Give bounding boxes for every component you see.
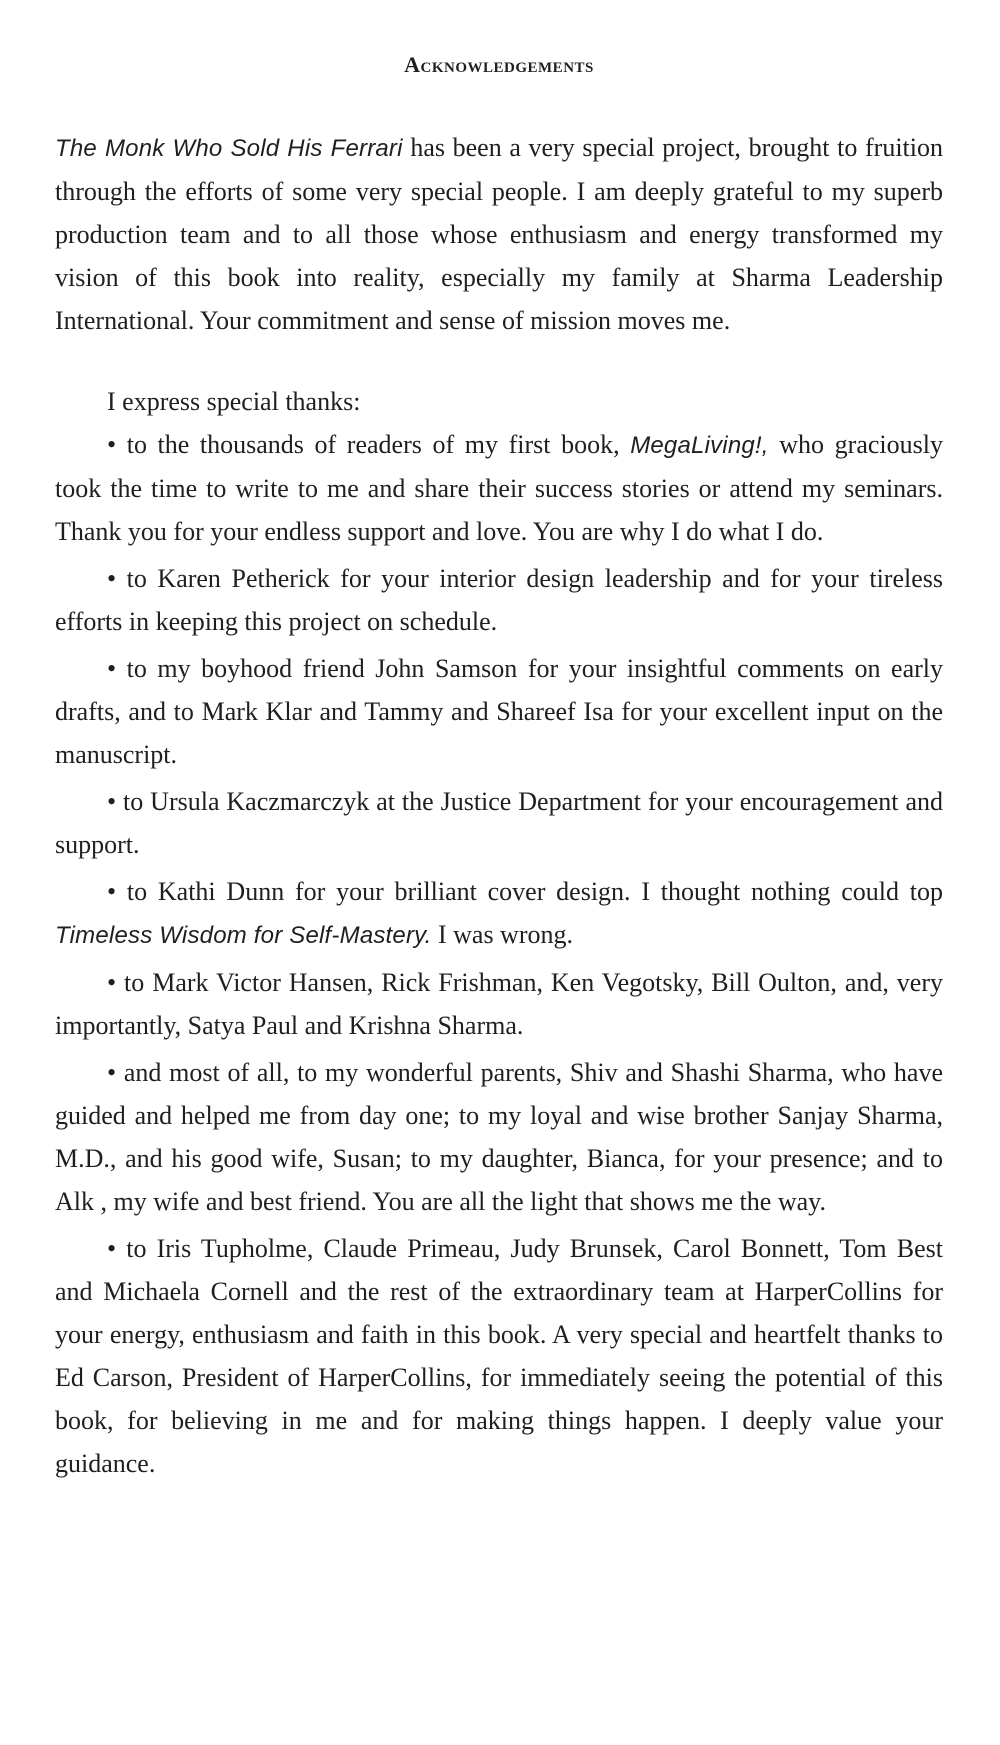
book-title-timeless-wisdom: Timeless Wisdom for Self-Mastery. (55, 922, 432, 949)
thanks-item (55, 870, 943, 957)
thanks-item-text: I was wrong. (431, 920, 573, 949)
thanks-item: • to Mark Victor Hansen, Rick Frishman, Ken Vegotsky, Bill Oulton, and, very importantly, Satya Paul and Krishna Sharma. (55, 968, 943, 1040)
thanks-item (55, 423, 943, 553)
book-title-megaliving: MegaLiving!, (630, 432, 769, 459)
thanks-item-text: who graciously took the time to write to me and share their success stories or attend my seminars. Thank you for your endless support and love. You are why I do what I do. (55, 430, 943, 546)
thanks-item: • to Ursula Kaczmarczyk at the Justice Department for your encouragement and support. (55, 787, 943, 859)
thanks-item: • to my boyhood friend John Samson for your insightful comments on early drafts, and to Mark Klar and Tammy and Shareef Isa for your excellent input on the manuscript. (55, 654, 943, 769)
page-title: Acknowledgements (404, 52, 594, 77)
intro-text: has been a very special project, brought to fruition through the efforts of some very special people. I am deeply grateful to my superb production team and to all those whose enthusiasm and energy transformed my vision of this book into reality, especially my family at Sharma Leadership International. Your commitment and sense of mission moves me. (55, 133, 943, 335)
thanks-item: • and most of all, to my wonderful parents, Shiv and Shashi Sharma, who have guided and helped me from day one; to my loyal and wise brother Sanjay Sharma, M.D., and his good wife, Susan; to my daughter, Bianca, for your presence; and to Alk , my wife and best friend. You are all the light that shows me the way. (55, 1058, 943, 1216)
thanks-intro: I express special thanks: (107, 387, 361, 416)
intro-paragraph (55, 126, 943, 342)
thanks-item-text: • to Kathi Dunn for your brilliant cover design. I thought nothing could top (107, 877, 943, 906)
thanks-item: • to Iris Tupholme, Claude Primeau, Judy Brunsek, Carol Bonnett, Tom Best and Michaela Cornell and the rest of the extraordinary team at HarperCollins for your energy, enthusiasm and faith in this book. A very special and heartfelt thanks to Ed Carson, President of HarperCollins, for immediately seeing the potential of this book, for believing in me and for making things happen. I deeply value your guidance. (55, 1234, 943, 1478)
thanks-item: • to Karen Petherick for your interior design leadership and for your tireless efforts in keeping this project on schedule. (55, 564, 943, 636)
book-title: The Monk Who Sold His Ferrari (55, 135, 403, 162)
thanks-item-text: • to the thousands of readers of my first book, (107, 430, 631, 459)
